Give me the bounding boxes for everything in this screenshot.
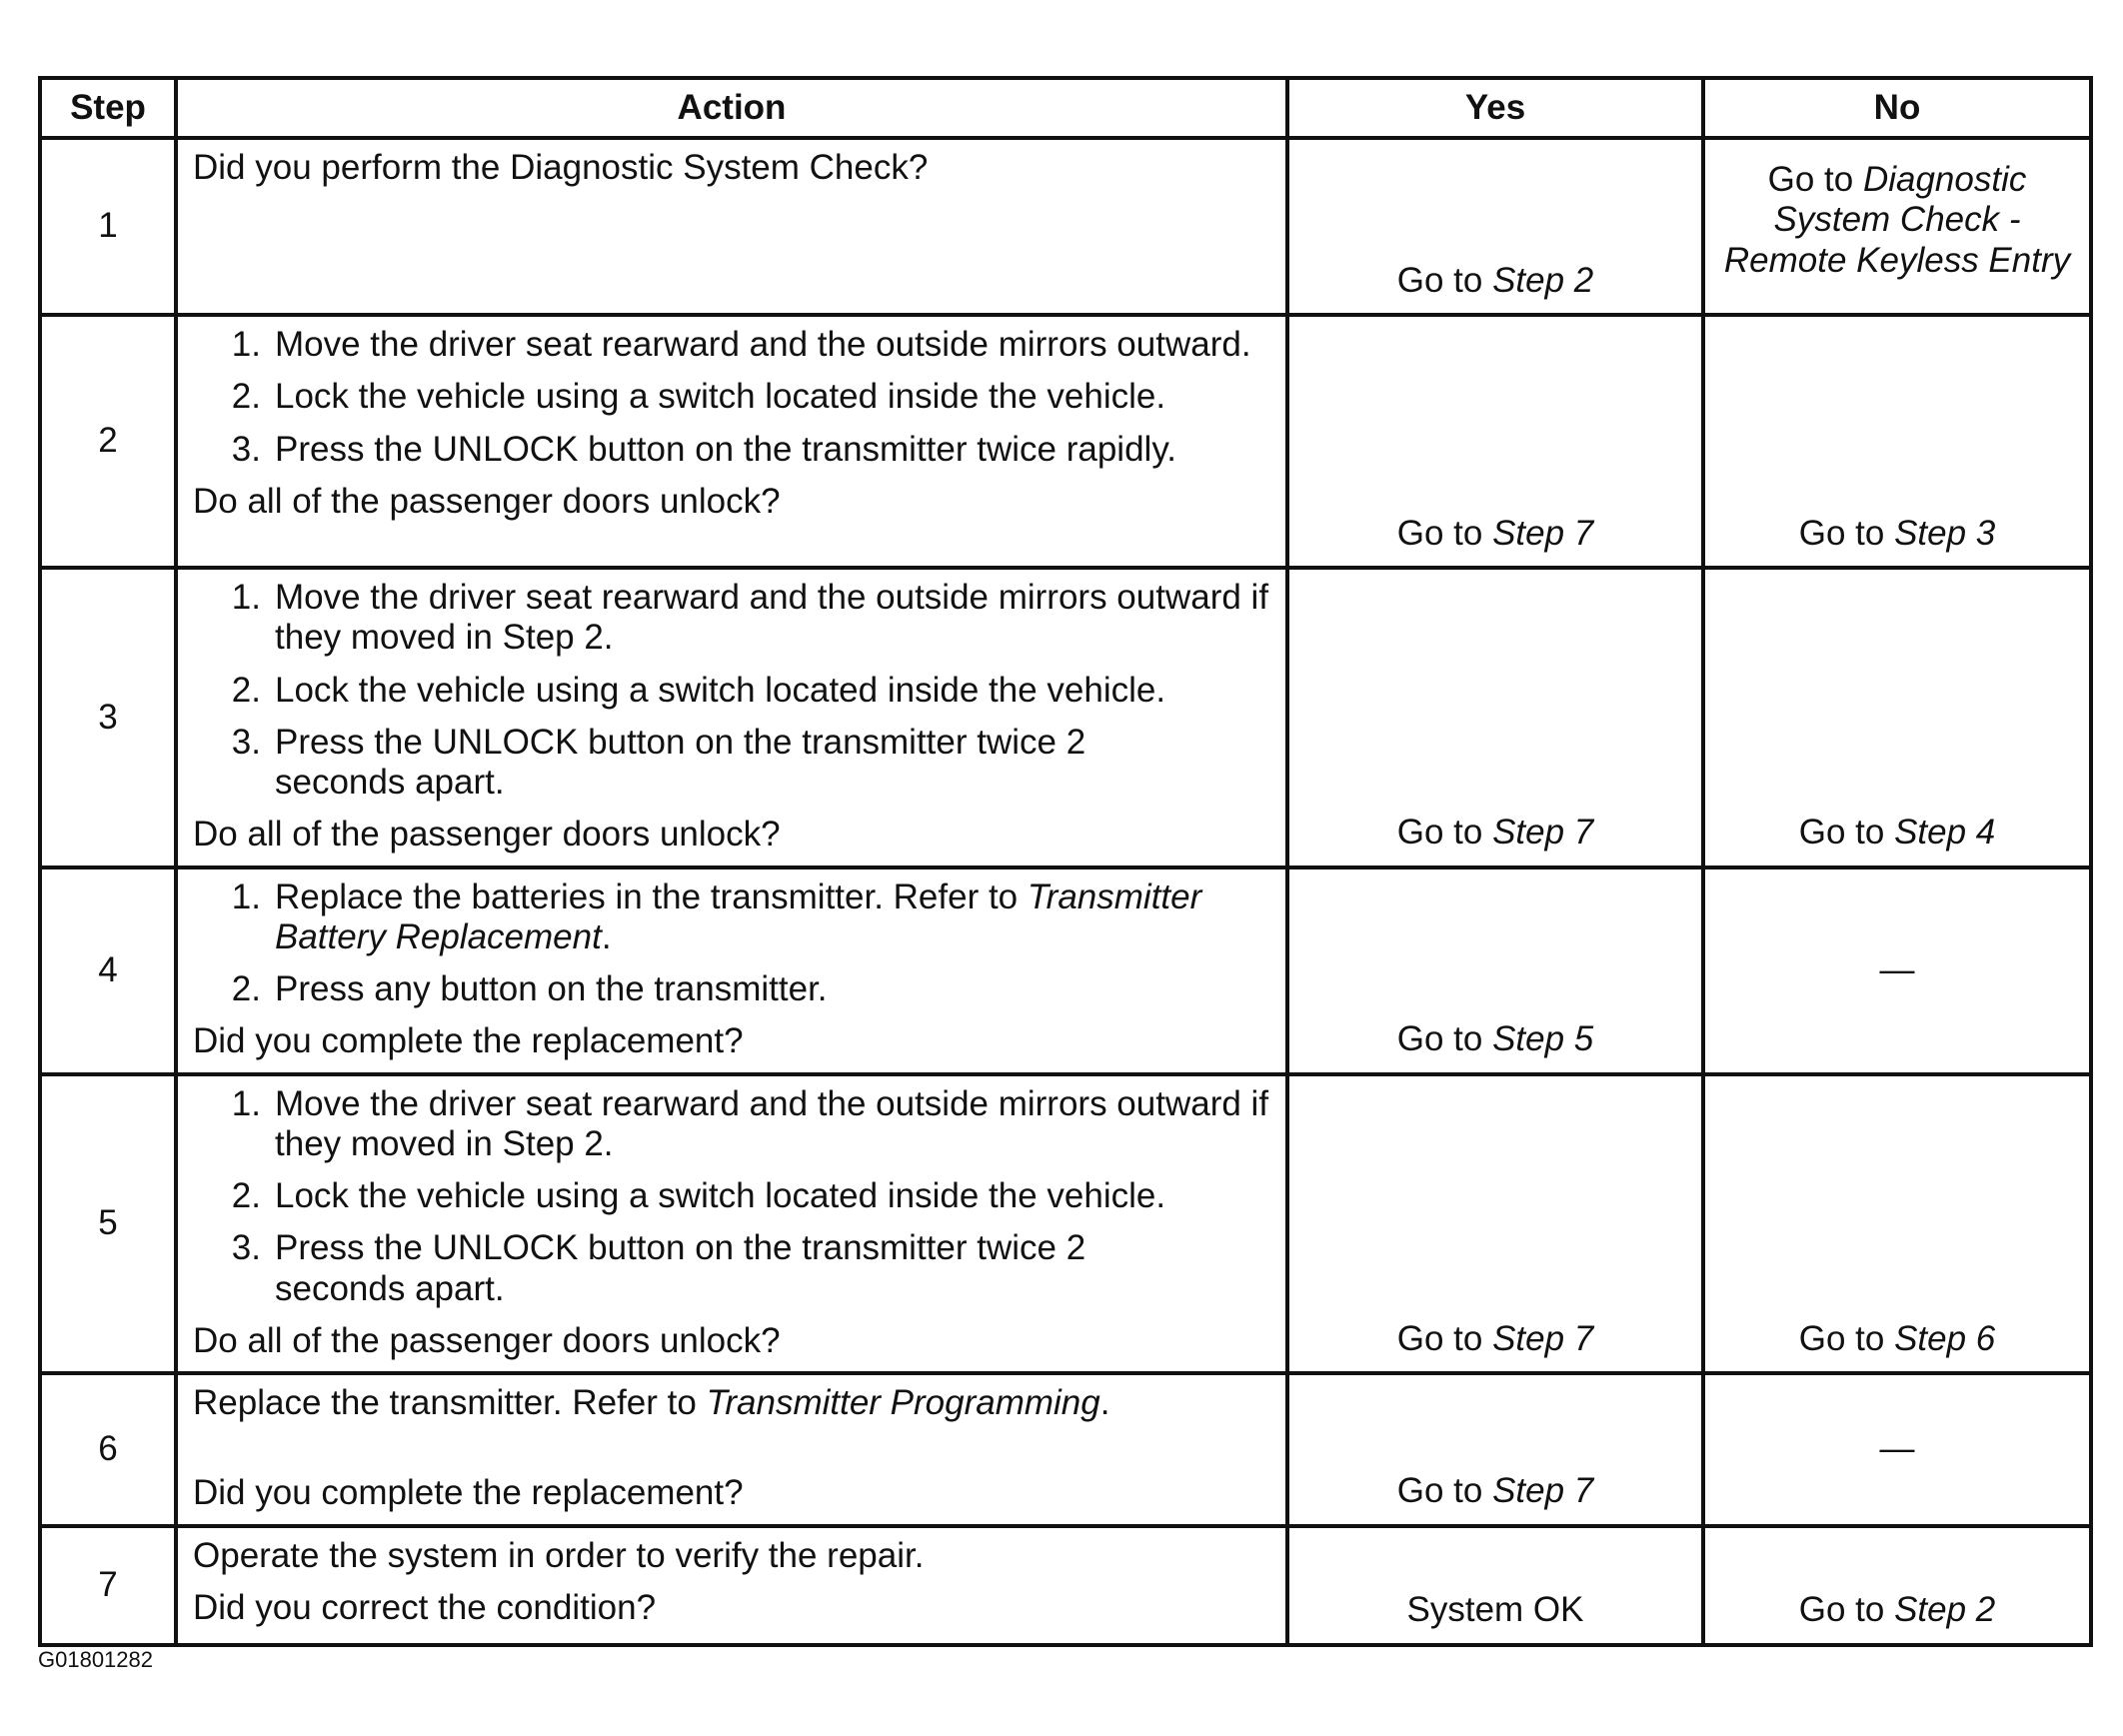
step-number: 3 (40, 568, 176, 868)
no-cell (1703, 1373, 2091, 1526)
action-cell (176, 315, 1287, 568)
substep-reference: Transmitter Battery Replacement (275, 876, 1202, 956)
substep-item: 1. Move the driver seat rearward and the outside mirrors outward if they moved in Step 2. (193, 1084, 1271, 1165)
yes-column-header: Yes (1287, 78, 1703, 138)
action-cell (176, 138, 1287, 315)
table-row (40, 1373, 2091, 1526)
substep-text: Lock the vehicle using a switch located inside the vehicle. (275, 670, 1166, 710)
yes-cell (1287, 138, 1703, 315)
question-text: Do all of the passenger doors unlock? (193, 1320, 781, 1360)
instruction-lead: Replace the transmitter. Refer to (193, 1383, 707, 1422)
yes-cell (1287, 315, 1703, 568)
substep-text: Press the UNLOCK button on the transmitter twice 2 seconds apart. (275, 1228, 1086, 1308)
substep-item: 1. Replace the batteries in the transmitter. Refer to Transmitter Battery Replacement. (231, 876, 1202, 956)
question-text: Did you perform the Diagnostic System Check? (193, 148, 929, 187)
yes-text: System OK (1406, 1590, 1584, 1630)
table-row (40, 1074, 2091, 1374)
substep-item: 1. Move the driver seat rearward and the outside mirrors outward if they moved in Step 2. (193, 578, 1271, 659)
no-cell (1703, 315, 2091, 568)
no-cell (1703, 568, 2091, 868)
substep-item: 2. Press any button on the transmitter. (193, 969, 1271, 1009)
no-step-ref: Diagnostic System Check - Remote Keyless Entry (1723, 160, 2071, 280)
yes-step-ref: Step 7 (1492, 813, 1594, 853)
step-number: 5 (40, 1074, 176, 1374)
substep-text: Press the UNLOCK button on the transmitter twice rapidly. (275, 429, 1176, 469)
substep-suffix: . (601, 916, 612, 956)
no-prefix: Go to (1798, 813, 1895, 853)
no-dash: — (1879, 949, 1915, 989)
yes-cell (1287, 1373, 1703, 1526)
diagnostic-table (38, 76, 2093, 1647)
step-number: 4 (40, 868, 176, 1074)
yes-cell (1287, 1526, 1703, 1645)
step-number: 7 (40, 1526, 176, 1645)
step-number: 1 (40, 138, 176, 315)
table-row (40, 315, 2091, 568)
question-text: Did you correct the condition? (193, 1587, 657, 1627)
yes-cell (1287, 1074, 1703, 1374)
yes-step-ref: Step 7 (1492, 1318, 1594, 1358)
question-text: Did you complete the replacement? (193, 1473, 744, 1513)
substep-text: Press any button on the transmitter. (275, 969, 828, 1008)
substep-list (193, 1084, 1271, 1309)
substep-item: 3. Press the UNLOCK button on the transmitter twice 2 seconds apart. (193, 1228, 1271, 1309)
figure-code: G01801282 (38, 1647, 153, 1672)
instruction-suffix: . (1099, 1383, 1110, 1422)
no-cell (1703, 1526, 2091, 1645)
substep-item: 3. Press the UNLOCK button on the transmitter twice rapidly. (193, 430, 1271, 470)
table-row (40, 868, 2091, 1074)
substep-text: Lock the vehicle using a switch located inside the vehicle. (275, 1176, 1166, 1215)
yes-prefix: Go to (1396, 1471, 1493, 1511)
action-cell (176, 1526, 1287, 1645)
substep-text: Move the driver seat rearward and the outside mirrors outward. (275, 325, 1251, 364)
substep-text: Move the driver seat rearward and the outside mirrors outward if they moved in Step 2. (275, 1083, 1269, 1163)
question-text: Do all of the passenger doors unlock? (193, 815, 781, 855)
substep-item: 2. Lock the vehicle using a switch located inside the vehicle. (193, 1176, 1271, 1216)
yes-prefix: Go to (1396, 813, 1493, 853)
no-prefix: Go to (1798, 1590, 1895, 1630)
no-step-ref: Step 4 (1894, 813, 1996, 853)
yes-cell (1287, 868, 1703, 1074)
table-row (40, 568, 2091, 868)
question-text: Do all of the passenger doors unlock? (193, 481, 781, 521)
question-text: Did you complete the replacement? (193, 1021, 744, 1061)
yes-prefix: Go to (1396, 1318, 1493, 1358)
yes-step-ref: Step 2 (1492, 260, 1594, 300)
step-number: 6 (40, 1373, 176, 1526)
no-step-ref: Step 6 (1894, 1318, 1996, 1358)
yes-step-ref: Step 7 (1492, 1471, 1594, 1511)
action-cell (176, 568, 1287, 868)
action-column-header: Action (176, 78, 1287, 138)
step-column-header: Step (40, 78, 176, 138)
instruction-reference: Transmitter Programming (706, 1383, 1100, 1422)
no-cell (1703, 1074, 2091, 1374)
table-row (40, 138, 2091, 315)
yes-prefix: Go to (1396, 260, 1493, 300)
no-cell (1703, 138, 2091, 315)
substep-list (193, 877, 1271, 1010)
action-cell (176, 868, 1287, 1074)
no-cell (1703, 868, 2091, 1074)
substep-item: 1. Move the driver seat rearward and the outside mirrors outward. (193, 325, 1271, 365)
instruction-text: Operate the system in order to verify the repair. (193, 1535, 925, 1575)
table-row (40, 1526, 2091, 1645)
no-prefix: Go to (1798, 513, 1895, 553)
no-dash: — (1879, 1429, 1915, 1469)
header-row (40, 78, 2091, 138)
action-cell (176, 1373, 1287, 1526)
substep-item: 3. Press the UNLOCK button on the transmitter twice 2 seconds apart. (193, 723, 1271, 804)
yes-step-ref: Step 7 (1492, 513, 1594, 553)
substep-list (193, 578, 1271, 803)
step-number: 2 (40, 315, 176, 568)
no-prefix: Go to (1798, 1318, 1895, 1358)
yes-cell (1287, 568, 1703, 868)
instruction-text (193, 1383, 1271, 1423)
action-cell (176, 1074, 1287, 1374)
substep-text: Press the UNLOCK button on the transmitter twice 2 seconds apart. (275, 722, 1086, 802)
substep-list (193, 325, 1271, 470)
no-step-ref: Step 2 (1894, 1590, 1996, 1630)
no-prefix: Go to (1767, 160, 1863, 199)
yes-prefix: Go to (1396, 1019, 1493, 1059)
substep-item: 2. Lock the vehicle using a switch located inside the vehicle. (193, 671, 1271, 711)
substep-text: Lock the vehicle using a switch located inside the vehicle. (275, 377, 1166, 417)
substep-item: 2. Lock the vehicle using a switch located inside the vehicle. (193, 377, 1271, 417)
substep-text: Move the driver seat rearward and the outside mirrors outward if they moved in Step 2. (275, 578, 1269, 658)
no-column-header: No (1703, 78, 2091, 138)
no-step-ref: Step 3 (1894, 513, 1996, 553)
yes-prefix: Go to (1396, 513, 1493, 553)
substep-text: Replace the batteries in the transmitter. Refer to (275, 876, 1028, 916)
yes-step-ref: Step 5 (1492, 1019, 1594, 1059)
